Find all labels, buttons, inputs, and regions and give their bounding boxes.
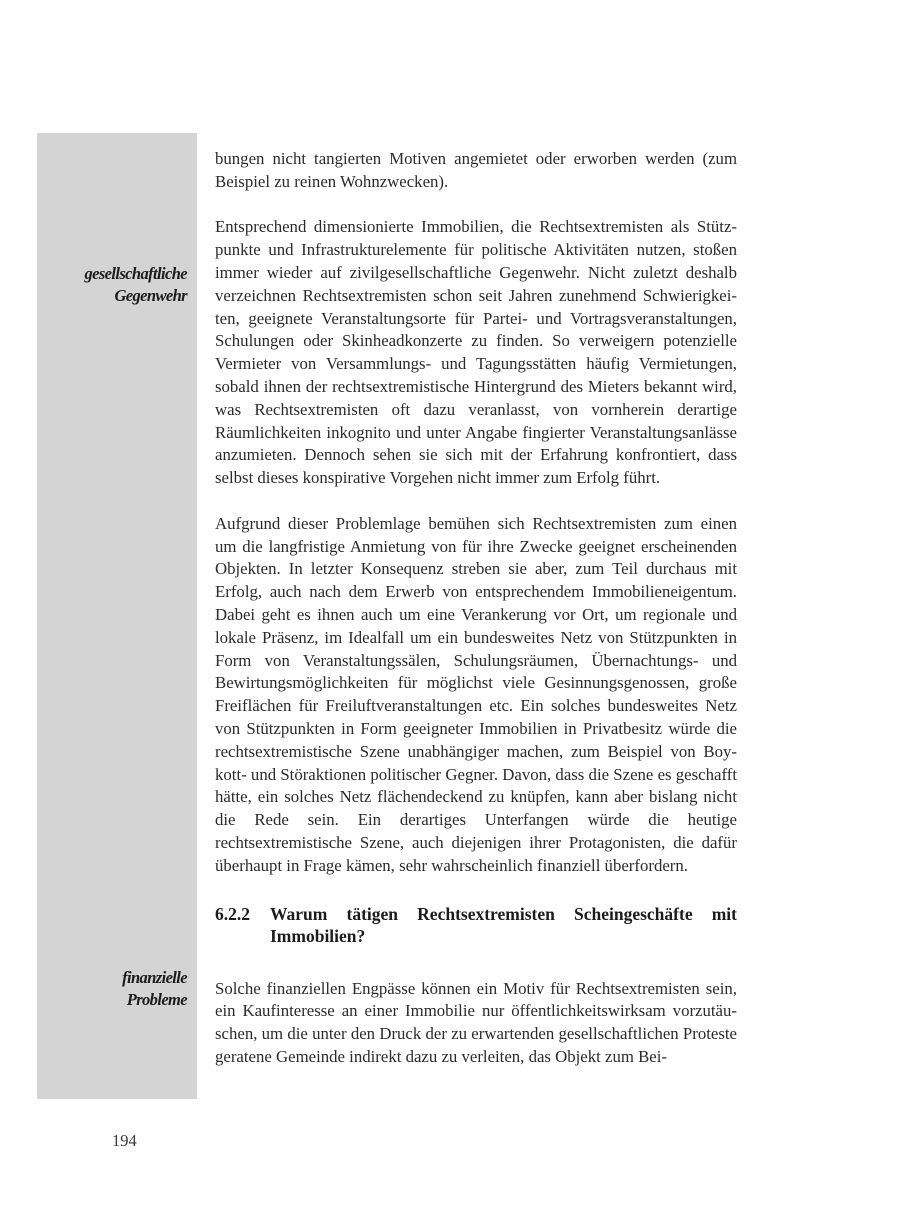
paragraph-3: Aufgrund dieser Problemlage bemühen sich Rechtsextremisten zum einen um die langfristige Anmietung von für ihre Zwecke geeignet erscheinenden Objekten. In letzter Konsequenz streben sie aber, zum Teil durchaus mit Erfolg, auch nach dem Erwerb von entsprechendem Immobilieneigentum. Dabei geht es ihnen auch um eine Verankerung vor Ort, um regionale und lokale Präsenz, im Idealfall um ein bundesweites Netz von Stützpunkten in Form von Veranstaltungssälen, Schulungsräumen, Übernachtungs- und Bewirtungsmöglichkeiten für möglichst viele Gesinnungsgenossen, große Freiflächen für Freiluftveranstaltungen etc. Ein solches bundesweites Netz von Stützpunkten in Form geeigneter Immobilien in Privatbesitz würde die rechtsextremistische Szene unabhängiger machen, zum Beispiel von Boykott- und Störaktionen politischer Gegner. Davon, dass die Szene es geschafft hätte, ein solches Netz flächendeckend zu knüpfen, kann aber bislang nicht die Rede sein. Ein derartiges Unterfangen würde die heutige rechtsextremistische Szene, auch diejenigen ihrer Protagonisten, die dafür überhaupt in Frage kämen, sehr wahrscheinlich finanziell überfordern. [215,513,737,875]
margin-note-gegenwehr: gesellschaftliche Gegenwehr [84,264,187,305]
margin-note-probleme: finanzielle Probleme [122,968,187,1009]
paragraph-1: bungen nicht tangierten Motiven angemietet oder erworben werden (zum Beispiel zu reinen Wohnzwecken). [215,149,737,191]
page-number: 194 [112,1131,137,1150]
body-text-column [215,148,737,1069]
paragraph-2: Entsprechend dimensionierte Immobilien, die Rechtsextremisten als Stützpunkte und Infrastrukturelemente für politische Aktivitäten nutzen, stoßen immer wieder auf zivilgesellschaftliche Gegenwehr. Nicht zuletzt deshalb verzeichnen Rechtsextremisten schon seit Jahren zunehmend Schwierigkeiten, geeignete Veranstaltungsorte für Partei- und Vortragsveranstaltungen, Schulungen oder Skinheadkonzerte zu finden. So verweigern potenzielle Vermieter von Versammlungs- und Tagungsstätten häufig Vermietungen, sobald ihnen der rechtsextremistische Hintergrund des Mieters bekannt wird, was Rechtsextremisten oft dazu veranlasst, von vornherein derartige Räumlichkeiten inkognito und unter Angabe fingierter Veranstaltungsanlässe anzumieten. Dennoch sehen sie sich mit der Erfahrung konfrontiert, dass selbst dieses konspirative Vorgehen nicht immer zum Erfolg führt. [215,217,737,488]
section-title: Warum tätigen Rechtsextremisten Scheingeschäfte mit Immobilien? [270,903,737,946]
paragraph-4: Solche finanziellen Engpässe können ein Motiv für Rechtsextremisten sein, ein Kaufinteresse an einer Immobilie nur öffentlichkeitswirksam vorzutäuschen, um die unter den Druck der zu erwartenden gesellschaftlichen Proteste geratene Gemeinde indirekt dazu zu verleiten, das Objekt zum Bei- [215,978,737,1066]
section-number: 6.2.2 [215,903,250,924]
section-heading [215,903,737,948]
